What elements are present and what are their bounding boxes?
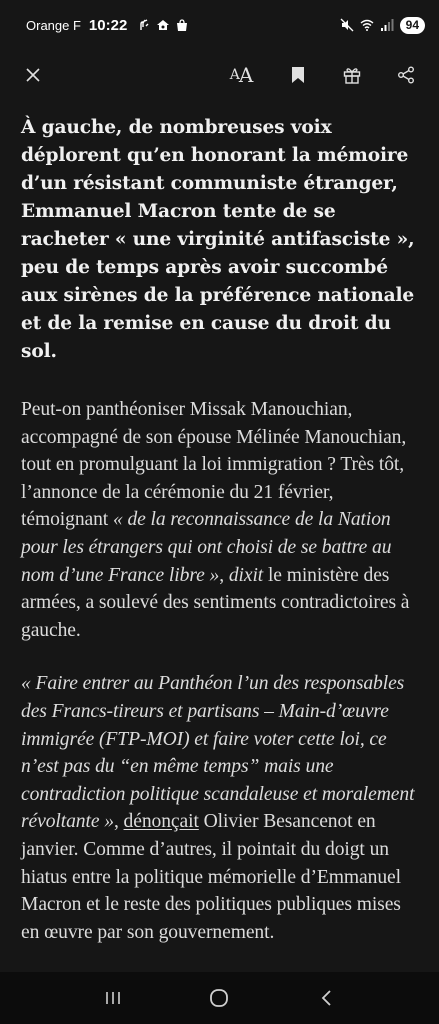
home-app-icon <box>156 18 170 32</box>
font-size-large-a: A <box>238 63 253 87</box>
battery-indicator: 94 <box>400 17 425 34</box>
clock: 10:22 <box>88 16 128 34</box>
bookmark-button[interactable] <box>287 64 309 86</box>
denoncait-link[interactable]: dénonçait <box>123 811 199 833</box>
share-button[interactable] <box>395 64 417 86</box>
shopping-bag-icon <box>175 18 189 32</box>
home-button[interactable] <box>204 983 234 1013</box>
bookmark-icon <box>291 66 305 84</box>
font-size-button[interactable] <box>227 64 255 86</box>
recents-icon <box>104 990 122 1006</box>
article-paragraph-1 <box>21 396 417 644</box>
close-icon <box>25 67 41 83</box>
paragraph-quote: « Faire entrer au Panthéon l’un des responsables des Francs-tireurs et partisans – Main-d’œuvre immigrée (FTP-MOI) et faire voter cette loi, ce n’est pas du “en même temps” mais une contradiction politique scandaleuse et moralement révoltante » <box>21 673 415 833</box>
paragraph-quote: « de la reconnaissance de la Nation pour les étrangers qui ont choisi de se battre au nom d’une France libre » <box>21 509 392 586</box>
share-icon <box>397 66 415 84</box>
paragraph-text: , <box>113 811 124 833</box>
paragraph-text: Olivier Besancenot en janvier. Comme d’autres, il pointait du doigt un hiatus entre la politique mémorielle d’Emmanuel Macron et le reste des politiques publiques mises en œuvre par son gouvernement. <box>21 811 401 943</box>
paragraph-text: , <box>219 564 229 586</box>
home-icon <box>209 988 229 1008</box>
back-button[interactable] <box>311 983 341 1013</box>
article-content <box>21 114 417 972</box>
paragraph-text: le ministère des armées, a soulevé des sentiments contradictoires à gauche. <box>21 564 410 641</box>
back-icon <box>320 989 332 1007</box>
paragraph-text: Peut-on panthéoniser Missak Manouchian, accompagné de son épouse Mélinée Manouchian, tout en promulguant la loi immigration ? Très tôt, l’annonce de la cérémonie du 21 février, témoignant <box>21 399 407 531</box>
font-size-small-a: A <box>229 67 239 83</box>
carrier-name: Orange F <box>26 17 81 33</box>
article-lead: À gauche, de nombreuses voix déplorent qu’en honorant la mémoire d’un résistant communiste étranger, Emmanuel Macron tente de se racheter « une virginité antifasciste », peu de temps après avoir succombé aux sirènes de la préférence nationale et de la remise en cause du droit du sol. <box>21 117 415 362</box>
paragraph-dixit: dixit <box>228 564 264 586</box>
signal-icon <box>380 18 394 32</box>
article-toolbar <box>0 50 439 100</box>
gift-icon <box>343 66 361 84</box>
recents-button[interactable] <box>98 983 128 1013</box>
notification-icons <box>137 18 189 32</box>
mute-icon <box>340 18 354 32</box>
status-left <box>26 17 189 34</box>
gift-button[interactable] <box>341 64 363 86</box>
system-nav-bar <box>0 972 439 1024</box>
close-button[interactable] <box>22 64 44 86</box>
wifi-icon <box>360 18 374 32</box>
article-paragraph-2 <box>21 670 417 946</box>
status-bar <box>0 0 439 50</box>
status-right <box>340 17 425 34</box>
gesture-icon <box>137 18 151 32</box>
